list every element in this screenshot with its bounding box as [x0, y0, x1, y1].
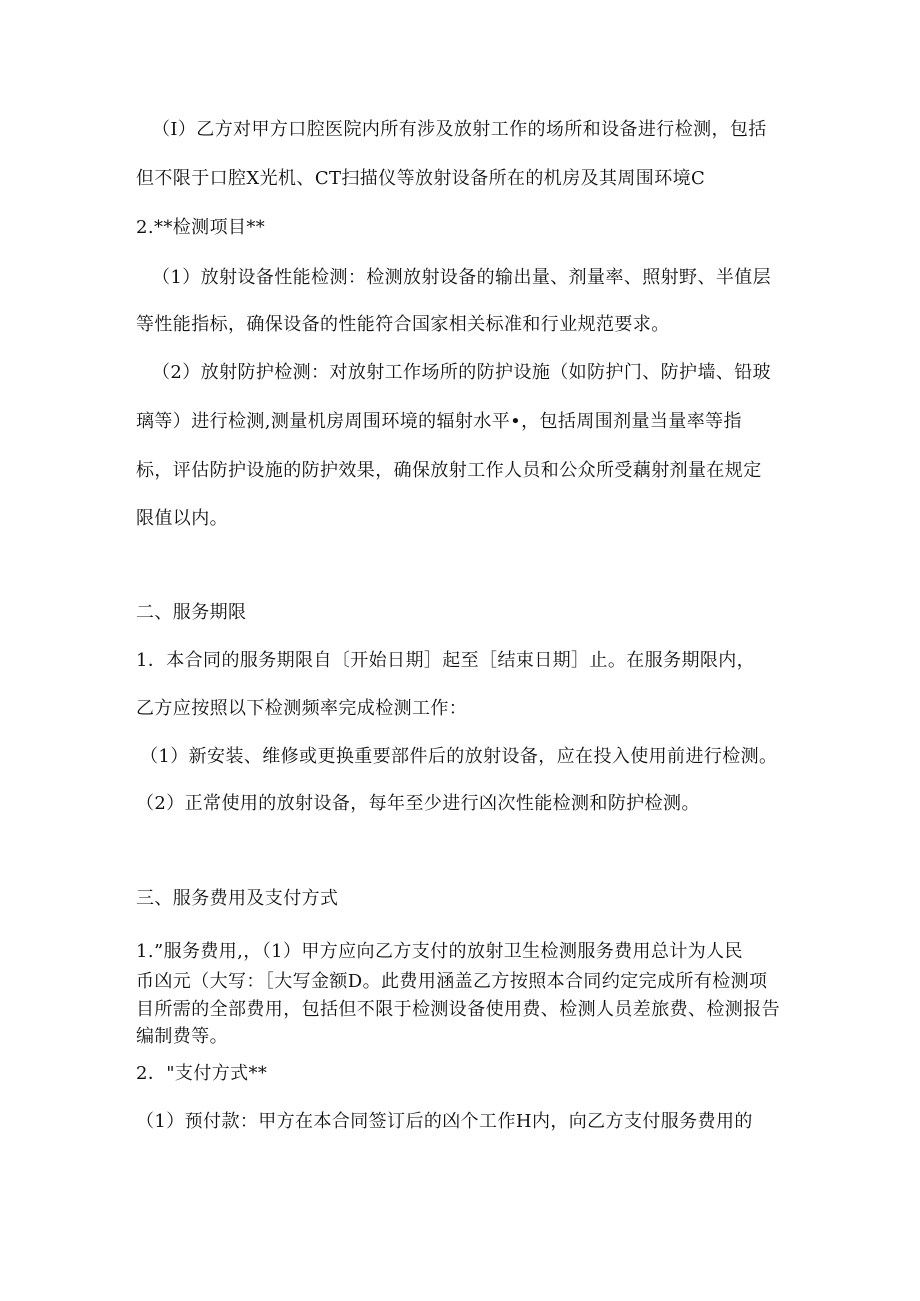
fees-clause-line-1: 1.”服务费用,，（1）甲方应向乙方支付的放射卫生检测服务费用总计为人民 — [136, 941, 743, 962]
fees-clause-line-4: 编制费等。 — [136, 1026, 228, 1047]
inspection-item-1-line-1: （1）放射设备性能检测：检测放射设备的输出量、剂量率、照射野、半值层 — [152, 267, 772, 288]
prepayment-clause-line-1: （1）预付款：甲方在本合同签订后的凶个工作H内，向乙方支付服务费用的 — [136, 1111, 753, 1132]
frequency-item-1: （1）新安装、维修或更换重要部件后的放射设备，应在投入使用前进行检测。 — [140, 746, 778, 767]
inspection-item-1-line-2: 等性能指标，确保设备的性能符合国家相关标准和行业规范要求。 — [136, 314, 670, 335]
inspection-item-2-line-3: 标，评估防护设施的防护效果，确保放射工作人员和公众所受藕射剂量在规定 — [136, 460, 762, 481]
payment-method-heading: 2．"支付方式** — [136, 1063, 268, 1084]
section-heading-inspection-items: 2.**检测项目** — [136, 217, 266, 238]
inspection-item-2-line-4: 限值以内。 — [136, 508, 228, 529]
scope-item-1-line-1: （I）乙方对甲方口腔医院内所有涉及放射工作的场所和设备进行检测，包括 — [152, 119, 767, 140]
section-heading-service-period: 二、服务期限 — [136, 602, 247, 623]
service-period-clause-1-line-1: 1．本合同的服务期限自〔开始日期］起至［结束日期］止。在服务期限内， — [136, 650, 756, 671]
service-period-clause-1-line-2: 乙方应按照以下检测频率完成检测工作： — [136, 698, 468, 719]
inspection-item-2-line-1: （2）放射防护检测：对放射工作场所的防护设施（如防护门、防护墙、铅玻 — [152, 362, 772, 383]
fees-clause-line-3: 目所需的全部费用，包括但不限于检测设备使用费、检测人员差旅费、检测报告 — [136, 999, 780, 1020]
scope-item-1-line-2: 但不限于口腔X光机、CT扫描仪等放射设备所在的机房及其周围环境C — [136, 168, 706, 189]
inspection-item-2-line-2: 璃等）进行检测,测量机房周围环境的辐射水平•，包括周围剂量当量率等指 — [136, 411, 742, 432]
frequency-item-2: （2）正常使用的放射设备，每年至少进行凶次性能检测和防护检测。 — [136, 793, 700, 814]
section-heading-fees-payment: 三、服务费用及支付方式 — [136, 888, 339, 909]
fees-clause-line-2: 币凶元（大写：［大写金额D。此费用涵盖乙方按照本合同约定完成所有检测项 — [136, 971, 768, 992]
